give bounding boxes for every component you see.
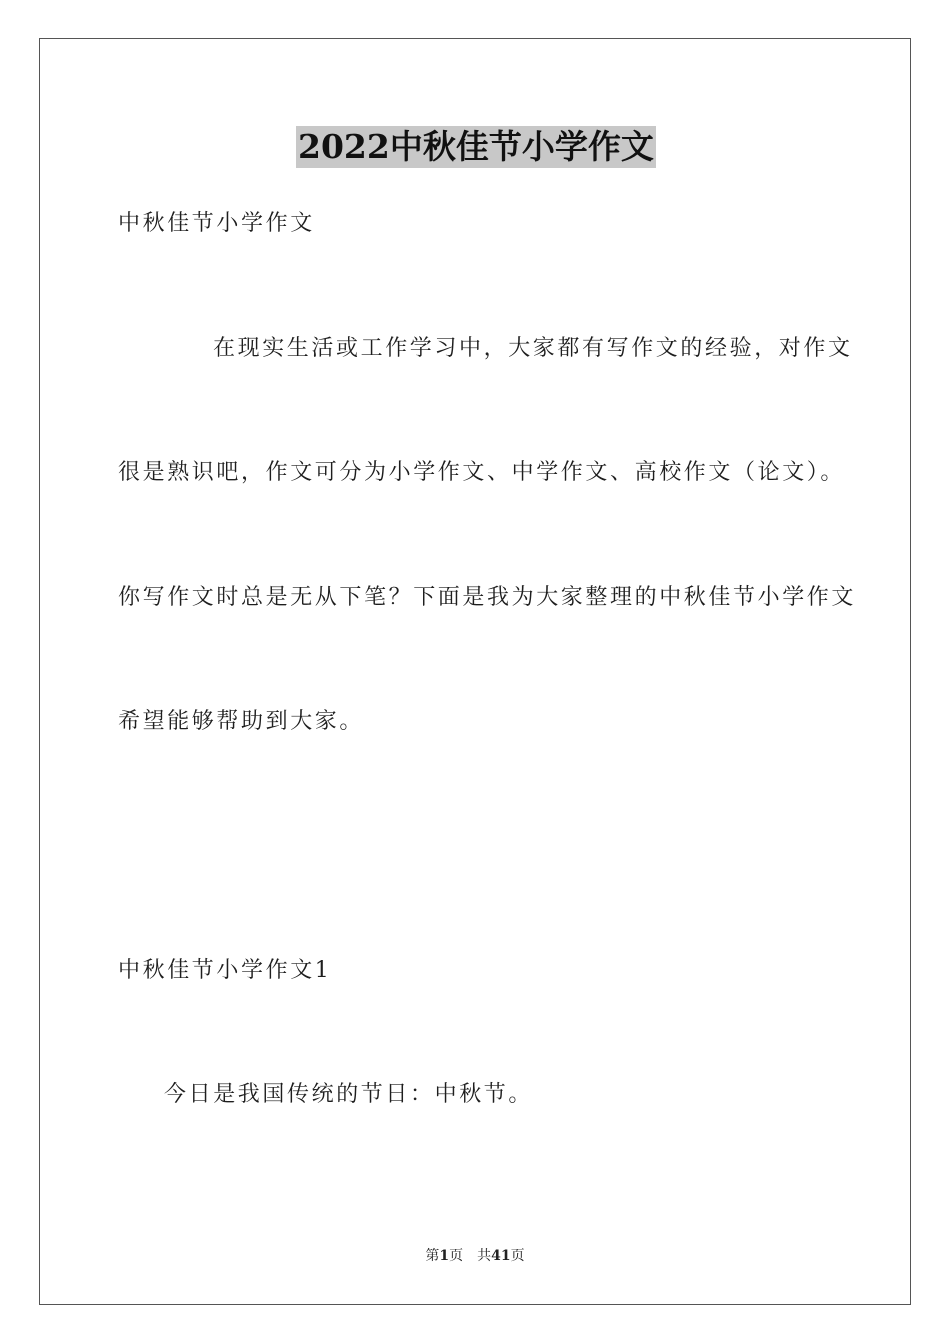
footer-page-prefix: 第 [425, 1248, 440, 1264]
footer-total-suffix: 页 [510, 1248, 525, 1264]
document-subtitle: 中秋佳节小学作文 [118, 211, 315, 236]
footer-page-number: 1 [439, 1248, 450, 1264]
intro-line-1: 在现实生活或工作学习中，大家都有写作文的经验，对作文 [213, 336, 853, 361]
intro-line-3: 你写作文时总是无从下笔？下面是我为大家整理的中秋佳节小学作文 [118, 585, 857, 610]
document-title: 2022中秋佳节小学作文 [298, 127, 654, 166]
footer-total-prefix: 共 [477, 1248, 492, 1264]
footer-total-pages: 41 [491, 1248, 511, 1264]
intro-line-4: 希望能够帮助到大家。 [118, 709, 365, 734]
section-heading: 中秋佳节小学作文1 [118, 958, 332, 983]
section-first-line: 今日是我国传统的节日：中秋节。 [164, 1082, 534, 1107]
footer-page-suffix: 页 [449, 1248, 464, 1264]
page-footer [0, 1246, 950, 1266]
intro-line-2: 很是熟识吧，作文可分为小学作文、中学作文、高校作文（论文）。 [118, 460, 846, 485]
